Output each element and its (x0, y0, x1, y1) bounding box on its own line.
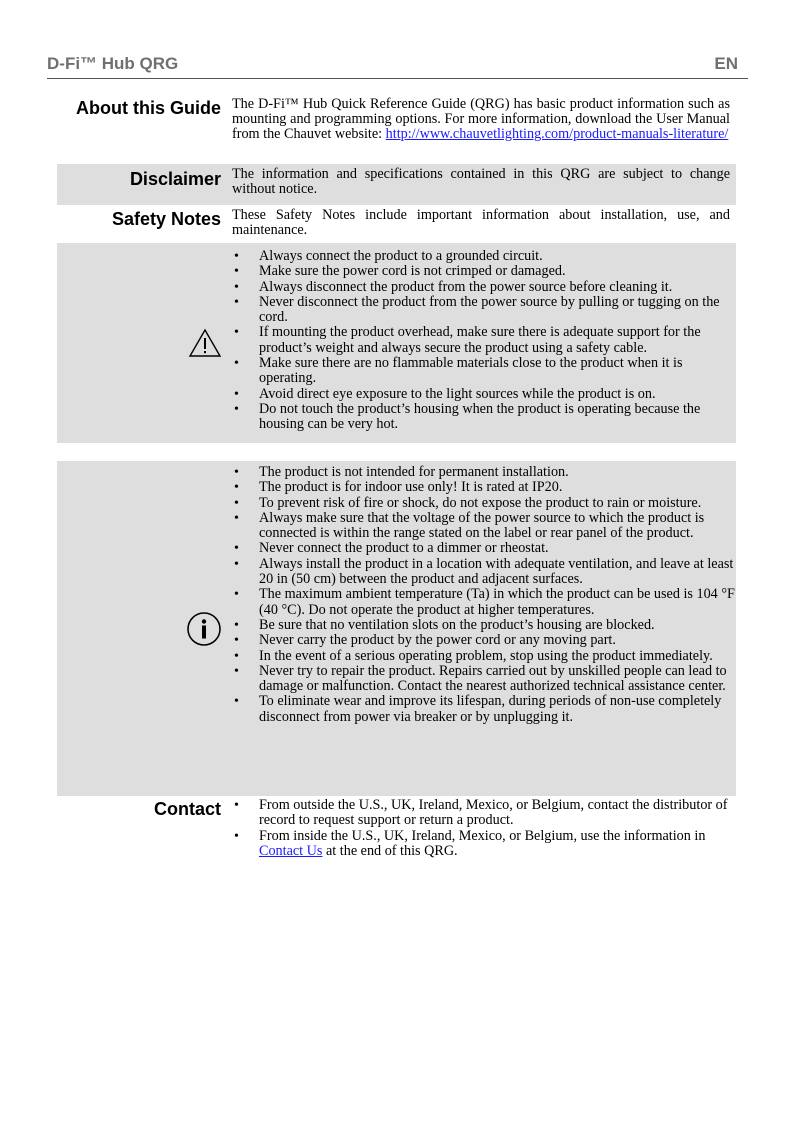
list-item: • Always connect the product to a grounded circuit. (232, 249, 735, 264)
list-item: • Make sure there are no flammable materials close to the product when it is operating. (232, 356, 735, 387)
contact-list (232, 798, 735, 859)
list-item: • Always make sure that the voltage of the power source to which the product is connected is within the range stated on the label or rear panel of the product. (232, 511, 735, 542)
page-header (47, 54, 748, 79)
safety-text: These Safety Notes include important information about installation, use, and maintenance. (232, 207, 730, 238)
list-item: • Do not touch the product’s housing when the product is operating because the housing can be very hot. (232, 402, 735, 433)
about-body: The D-Fi™ Hub Quick Reference Guide (QRG) has basic product information such as mounting and programming options. For more information, download the User Manual from the Chauvet website: (232, 96, 730, 142)
disclaimer-heading: Disclaimer (129, 169, 221, 189)
list-item: • To prevent risk of fire or shock, do not expose the product to rain or moisture. (232, 496, 735, 511)
list-item: • Never connect the product to a dimmer or rheostat. (232, 541, 735, 556)
warnings-list (232, 249, 735, 433)
list-item: • The product is for indoor use only! It is rated at IP20. (232, 480, 735, 495)
list-item: • To eliminate wear and improve its lifespan, during periods of non-use completely disconnect from power via breaker or by unplugging it. (232, 694, 735, 725)
list-item: • Never carry the product by the power cord or any moving part. (232, 633, 735, 648)
contact-text-before: From inside the U.S., UK, Ireland, Mexico, or Belgium, use the information in (259, 827, 706, 844)
document-title: D-Fi™ Hub QRG (47, 54, 179, 73)
disclaimer-section (57, 164, 736, 205)
list-item: • Be sure that no ventilation slots on the product’s housing are blocked. (232, 618, 735, 633)
about-section (57, 95, 736, 158)
list-item: • If mounting the product overhead, make sure there is adequate support for the product’s weight and always secure the product using a safety cable. (232, 325, 735, 356)
contact-us-link[interactable]: Contact Us (259, 842, 323, 859)
list-item: • From outside the U.S., UK, Ireland, Mexico, or Belgium, contact the distributor of record to request support or return a product. (232, 798, 735, 829)
about-text (232, 97, 730, 142)
list-item: • Always disconnect the product from the power source before cleaning it. (232, 280, 735, 295)
contact-text-after: at the end of this QRG. (326, 842, 458, 859)
list-item: • Never disconnect the product from the power source by pulling or tugging on the cord. (232, 295, 735, 326)
list-item (232, 829, 735, 860)
precautions-section (57, 461, 736, 796)
list-item: • Avoid direct eye exposure to the light sources while the product is on. (232, 387, 735, 402)
list-item: • Never try to repair the product. Repairs carried out by unskilled people can lead to damage or malfunction. Contact the nearest authorized technical assistance center. (232, 664, 735, 695)
manuals-link[interactable]: http://www.chauvetlighting.com/product-manuals-literature/ (385, 126, 729, 142)
safety-heading: Safety Notes (111, 209, 221, 229)
warning-triangle-icon (188, 328, 222, 358)
language-code: EN (714, 54, 738, 73)
disclaimer-text: The information and specifications contained in this QRG are subject to change without notice. (232, 166, 730, 197)
warnings-section (57, 243, 736, 443)
contact-heading: Contact (154, 799, 221, 819)
contact-section (57, 796, 736, 866)
list-item: • In the event of a serious operating problem, stop using the product immediately. (232, 649, 735, 664)
info-circle-icon (186, 611, 222, 647)
list-item: • Make sure the power cord is not crimped or damaged. (232, 264, 735, 279)
safety-section (57, 205, 736, 243)
list-item: • Always install the product in a location with adequate ventilation, and leave at least 20 in (50 cm) between the product and adjacent surfaces. (232, 557, 735, 588)
precautions-list (232, 465, 735, 725)
list-item: • The maximum ambient temperature (Ta) in which the product can be used is 104 °F (40 °C). Do not operate the product at higher temperatures. (232, 587, 735, 618)
list-item: • The product is not intended for permanent installation. (232, 465, 735, 480)
about-heading: About this Guide (76, 98, 221, 118)
